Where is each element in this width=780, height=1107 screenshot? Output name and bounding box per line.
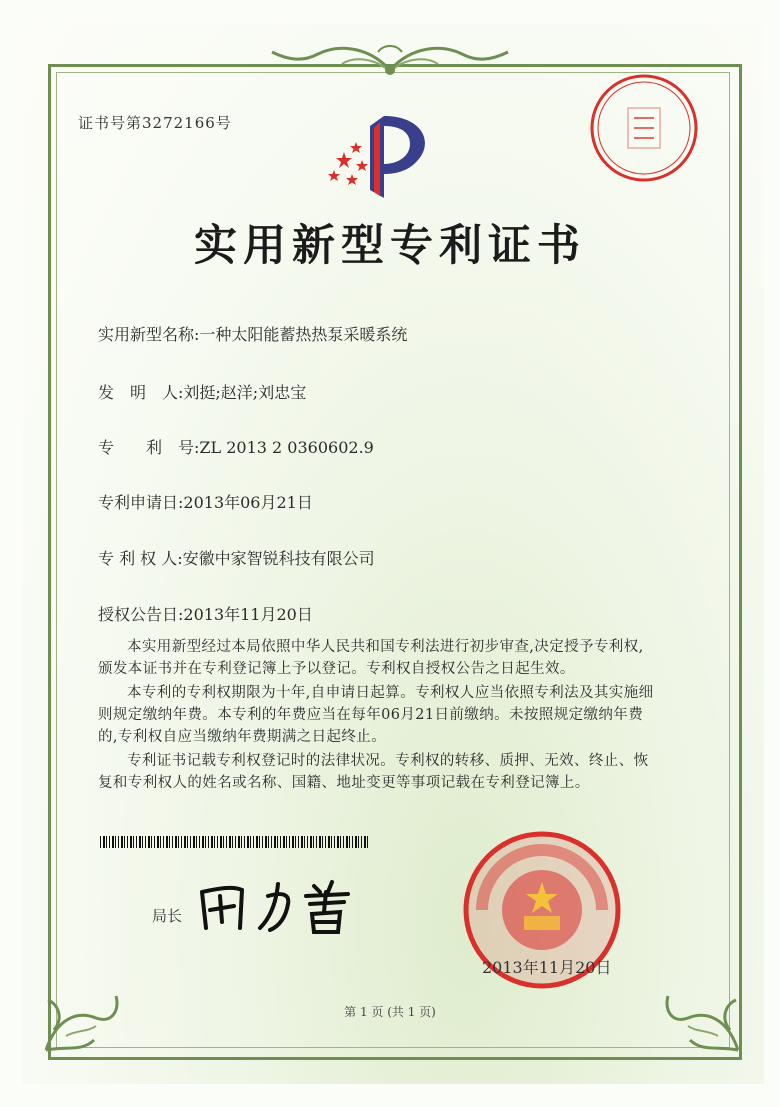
patent-number-value: ZL 2013 2 0360602.9: [199, 438, 374, 457]
patentee-label: 专 利 权 人:: [98, 549, 183, 568]
patentee-value: 安徽中家智锐科技有限公司: [182, 549, 375, 568]
grant-date-value: 2013年11月20日: [183, 605, 313, 624]
patent-number-row: [98, 435, 374, 458]
seal-date: 2013年11月20日: [482, 958, 612, 977]
paragraph-legal-status: 专利证书记载专利权登记时的法律状况。专利权的转移、质押、无效、终止、恢复和专利权人的姓名或名称、国籍、地址变更等事项记载在专利登记簿上。: [98, 753, 649, 791]
inventor-value: 刘挺;赵洋;刘忠宝: [183, 383, 307, 402]
barcode: [100, 836, 368, 848]
page-footer: 第 1 页 (共 1 页): [344, 1005, 436, 1019]
certificate-number: 证书号第3272166号: [78, 114, 232, 132]
director-signature-icon: [190, 870, 370, 940]
utility-model-name-value: 一种太阳能蓄热热泵采暖系统: [199, 325, 408, 344]
patent-office-logo-icon: [322, 112, 442, 204]
filing-date-row: [98, 490, 313, 513]
patent-number-label: 专 利 号:: [98, 438, 200, 457]
filing-date-value: 2013年06月21日: [183, 493, 313, 512]
grant-date-label: 授权公告日:: [98, 605, 184, 624]
filing-date-label: 专利申请日:: [98, 493, 184, 512]
utility-model-name-row: [98, 322, 407, 345]
paragraph-grant: 本实用新型经过本局依照中华人民共和国专利法进行初步审查,决定授予专利权,颁发本证书并在专利登记簿上予以登记。专利权自授权公告之日起生效。: [98, 639, 644, 677]
inventor-label: 发 明 人:: [98, 383, 184, 402]
director-label: 局长: [152, 907, 183, 925]
paragraph-term: 本专利的专利权期限为十年,自申请日起算。专利权人应当依照专利法及其实施细则规定缴纳年费。本专利的年费应当在每年06月21日前缴纳。未按照规定缴纳年费的,专利权自应当缴纳年费期满之日起终止。: [98, 685, 654, 745]
top-ornament-icon: [258, 40, 522, 80]
certificate-title: 实用新型专利证书: [194, 221, 586, 271]
inventor-row: [98, 380, 306, 403]
utility-model-name-label: 实用新型名称:: [98, 325, 200, 344]
patentee-row: [98, 546, 375, 569]
grant-date-row: [98, 602, 313, 625]
tax-bureau-seal-icon: [588, 72, 700, 184]
